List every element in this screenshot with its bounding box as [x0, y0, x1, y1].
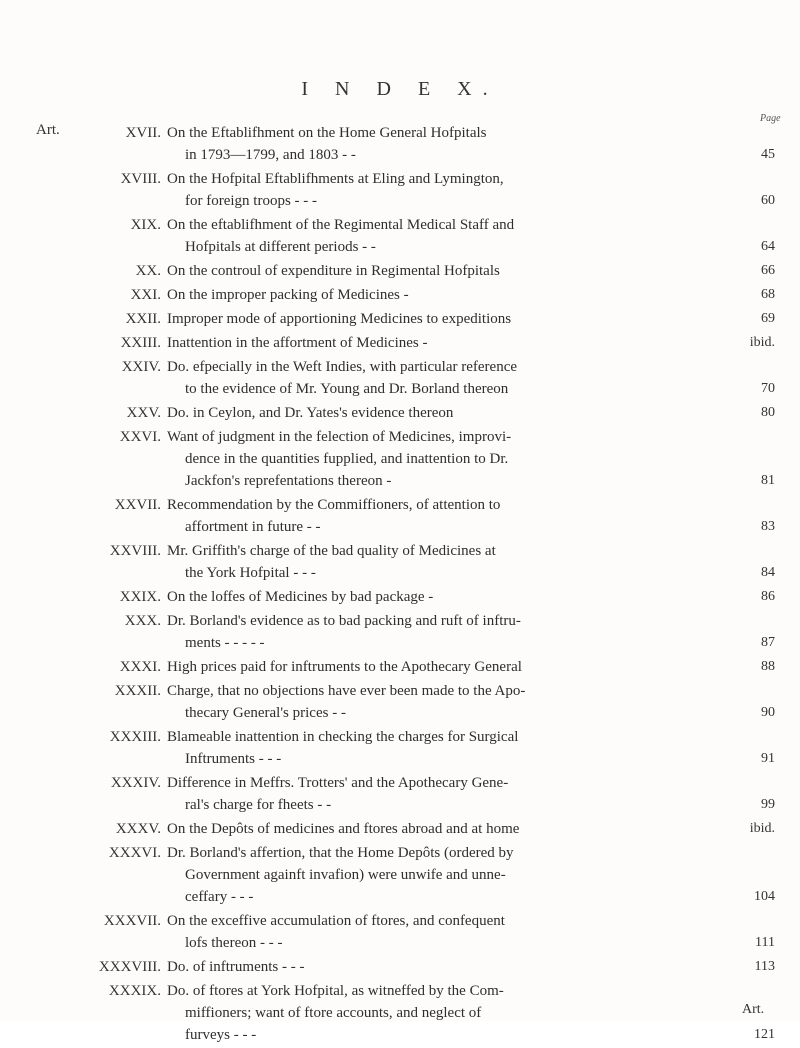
index-entry — [85, 356, 775, 400]
page-number: 66 — [761, 263, 775, 278]
entry-line-text: ments - - - - - — [185, 635, 265, 651]
entry-line-text: Want of judgment in the felection of Medicines, improvi- — [167, 429, 512, 445]
page-number: 113 — [754, 959, 775, 974]
page-number: 86 — [761, 589, 775, 604]
article-number: XXXIII. — [109, 729, 161, 745]
index-entry — [85, 284, 775, 306]
entry-line — [167, 122, 775, 144]
entry-text — [167, 586, 775, 608]
entry-line-text: Difference in Meffrs. Trotters' and the Apothecary Gene- — [167, 775, 509, 791]
index-entry — [85, 402, 775, 424]
entry-line — [167, 586, 775, 608]
entry-line — [167, 864, 775, 886]
entry-text — [167, 426, 775, 492]
index-entry — [85, 656, 775, 678]
entry-line — [167, 1024, 775, 1046]
entry-text — [167, 122, 775, 166]
catchword: Art. — [742, 1002, 765, 1017]
page-number: 91 — [761, 751, 775, 766]
index-entry — [85, 772, 775, 816]
entry-text — [167, 956, 775, 978]
entry-line-text: Improper mode of apportioning Medicines to expeditions — [167, 311, 512, 327]
page-number: 81 — [761, 473, 775, 488]
entry-line-text: Recommendation by the Commiffioners, of attention to — [167, 497, 501, 513]
entry-line — [167, 610, 775, 632]
entry-line-text: ceffary - - - — [185, 889, 254, 905]
entry-text — [167, 910, 775, 954]
entry-line — [167, 818, 775, 840]
entry-text — [167, 332, 775, 354]
entry-text — [167, 656, 775, 678]
page-column-label: Page — [760, 113, 781, 124]
article-number: XXVII. — [114, 497, 161, 513]
index-entry — [85, 956, 775, 978]
index-entry — [85, 818, 775, 840]
entry-line-text: affortment in future - - — [185, 519, 321, 535]
entry-text — [167, 726, 775, 770]
entry-line — [167, 332, 775, 354]
page-number: 70 — [761, 381, 775, 396]
entry-text — [167, 610, 775, 654]
article-number: XXI. — [130, 287, 161, 303]
article-number: XXXIX. — [108, 983, 161, 999]
entry-line — [167, 426, 775, 448]
entry-line-text: On the improper packing of Medicines - — [167, 287, 409, 303]
entry-line-text: Inftruments - - - — [185, 751, 282, 767]
entry-line-text: Do. efpecially in the Weft Indies, with particular reference — [167, 359, 518, 375]
entry-text — [167, 494, 775, 538]
page-number: 87 — [761, 635, 775, 650]
page-number: ibid. — [749, 821, 775, 836]
entry-line-text: On the Hofpital Eftablifhments at Eling and Lymington, — [167, 171, 504, 187]
entry-line-text: thecary General's prices - - — [185, 705, 346, 721]
entry-line-text: Blameable inattention in checking the charges for Surgical — [167, 729, 519, 745]
entry-line-text: Dr. Borland's affertion, that the Home Depôts (ordered by — [167, 845, 514, 861]
article-number: XXXVII. — [103, 913, 161, 929]
entry-line-text: Hofpitals at different periods - - — [185, 239, 376, 255]
article-number: XXV. — [126, 405, 161, 421]
page-number: ibid. — [749, 335, 775, 350]
entry-line-text: On the controul of expenditure in Regimental Hofpitals — [167, 263, 500, 279]
entry-line — [167, 632, 775, 654]
entry-line-text: dence in the quantities fupplied, and inattention to Dr. — [185, 451, 509, 467]
entry-line-text: On the exceffive accumulation of ftores, and confequent — [167, 913, 505, 929]
entry-line — [167, 236, 775, 258]
article-number: XX. — [135, 263, 161, 279]
entry-line-text: High prices paid for inftruments to the Apothecary General — [167, 659, 522, 675]
index-entry — [85, 586, 775, 608]
article-number: XXXII. — [114, 683, 161, 699]
index-entry — [85, 910, 775, 954]
index-entry — [85, 540, 775, 584]
page-number: 64 — [761, 239, 775, 254]
entry-line — [167, 284, 775, 306]
entry-line-text: the York Hofpital - - - — [185, 565, 316, 581]
entry-line-text: Do. of ftores at York Hofpital, as witneffed by the Com- — [167, 983, 504, 999]
article-number: XXXI. — [119, 659, 161, 675]
entry-text — [167, 168, 775, 212]
page-number: 104 — [754, 889, 775, 904]
page-number: 80 — [761, 405, 775, 420]
entry-text — [167, 308, 775, 330]
page-title: I N D E X. — [301, 78, 499, 100]
entry-line — [167, 726, 775, 748]
entry-line — [167, 214, 775, 236]
entry-line — [167, 910, 775, 932]
index-entry — [85, 332, 775, 354]
entry-line — [167, 378, 775, 400]
page-number: 84 — [761, 565, 775, 580]
page-number: 83 — [761, 519, 775, 534]
entry-line-text: Inattention in the affortment of Medicines - — [167, 335, 428, 351]
entry-line-text: Dr. Borland's evidence as to bad packing and ruft of inftru- — [167, 613, 521, 629]
entry-text — [167, 356, 775, 400]
entry-text — [167, 540, 775, 584]
entry-line — [167, 842, 775, 864]
index-entry — [85, 726, 775, 770]
page-number: 69 — [761, 311, 775, 326]
index-entry — [85, 122, 775, 166]
entry-line-text: furveys - - - — [185, 1027, 257, 1043]
entry-line — [167, 956, 775, 978]
article-number: XXXIV. — [110, 775, 161, 791]
entry-text — [167, 260, 775, 282]
entry-line — [167, 470, 775, 492]
page-number: 88 — [761, 659, 775, 674]
entry-text — [167, 402, 775, 424]
entry-line-text: lofs thereon - - - — [185, 935, 283, 951]
entry-text — [167, 284, 775, 306]
index-entry — [85, 214, 775, 258]
article-number: XVIII. — [120, 171, 161, 187]
index-entry — [85, 610, 775, 654]
page-number: 45 — [761, 147, 775, 162]
entry-text — [167, 214, 775, 258]
index-entry — [85, 168, 775, 212]
entry-line — [167, 448, 775, 470]
page-number: 111 — [755, 935, 775, 950]
entry-line — [167, 562, 775, 584]
entry-line-text: On the loffes of Medicines by bad package - — [167, 589, 434, 605]
article-number: XXVIII. — [109, 543, 161, 559]
art-column-label: Art. — [36, 122, 60, 138]
index-entry — [85, 426, 775, 492]
entry-line — [167, 980, 775, 1002]
entry-line — [167, 260, 775, 282]
article-number: XXX. — [124, 613, 161, 629]
entry-line-text: for foreign troops - - - — [185, 193, 318, 209]
article-number: XXIV. — [121, 359, 161, 375]
entry-line — [167, 168, 775, 190]
entry-line — [167, 144, 775, 166]
entry-line-text: On the Eftablifhment on the Home General Hofpitals — [167, 125, 487, 141]
index-entry — [85, 980, 775, 1046]
entry-line-text: Do. of inftruments - - - — [167, 959, 305, 975]
entry-text — [167, 842, 775, 908]
entry-line — [167, 356, 775, 378]
entry-text — [167, 680, 775, 724]
article-number: XXXVIII. — [98, 959, 161, 975]
entry-line — [167, 748, 775, 770]
entry-line — [167, 794, 775, 816]
entry-line-text: Jackfon's reprefentations thereon - — [185, 473, 392, 489]
entry-line — [167, 886, 775, 908]
entry-line — [167, 402, 775, 424]
index-entry — [85, 680, 775, 724]
entry-text — [167, 980, 775, 1046]
entry-text — [167, 818, 775, 840]
page-number: 121 — [754, 1027, 775, 1042]
entry-line-text: Do. in Ceylon, and Dr. Yates's evidence thereon — [167, 405, 454, 421]
entry-line — [167, 516, 775, 538]
entry-line-text: Charge, that no objections have ever been made to the Apo- — [167, 683, 526, 699]
entry-line — [167, 308, 775, 330]
page-number: 60 — [761, 193, 775, 208]
index-entry — [85, 308, 775, 330]
article-number: XIX. — [130, 217, 161, 233]
entry-line-text: Mr. Griffith's charge of the bad quality of Medicines at — [167, 543, 496, 559]
entry-line — [167, 772, 775, 794]
entry-line-text: On the Depôts of medicines and ftores abroad and at home — [167, 821, 520, 837]
index-entry — [85, 842, 775, 908]
entry-line — [167, 494, 775, 516]
article-number: XXXVI. — [108, 845, 161, 861]
page-number: 90 — [761, 705, 775, 720]
entry-line-text: Government againft invafion) were unwife and unne- — [185, 867, 506, 883]
article-number: XXVI. — [119, 429, 161, 445]
article-number: XVII. — [125, 125, 161, 141]
entry-line-text: miffioners; want of ftore accounts, and neglect of — [185, 1005, 482, 1021]
entry-line-text: ral's charge for fheets - - — [185, 797, 332, 813]
entry-line — [167, 656, 775, 678]
entry-line-text: to the evidence of Mr. Young and Dr. Borland thereon — [185, 381, 509, 397]
page-number: 99 — [761, 797, 775, 812]
page-number: 68 — [761, 287, 775, 302]
entry-line — [167, 702, 775, 724]
entry-line — [167, 540, 775, 562]
entry-line — [167, 680, 775, 702]
article-number: XXXV. — [115, 821, 161, 837]
index-entries — [85, 122, 775, 1048]
article-number: XXIII. — [120, 335, 161, 351]
article-number: XXII. — [125, 311, 161, 327]
index-entry — [85, 260, 775, 282]
index-entry — [85, 494, 775, 538]
entry-line-text: On the eftablifhment of the Regimental Medical Staff and — [167, 217, 515, 233]
entry-line — [167, 932, 775, 954]
entry-text — [167, 772, 775, 816]
entry-line-text: in 1793—1799, and 1803 - - — [185, 147, 356, 163]
article-number: XXIX. — [119, 589, 161, 605]
entry-line — [167, 190, 775, 212]
